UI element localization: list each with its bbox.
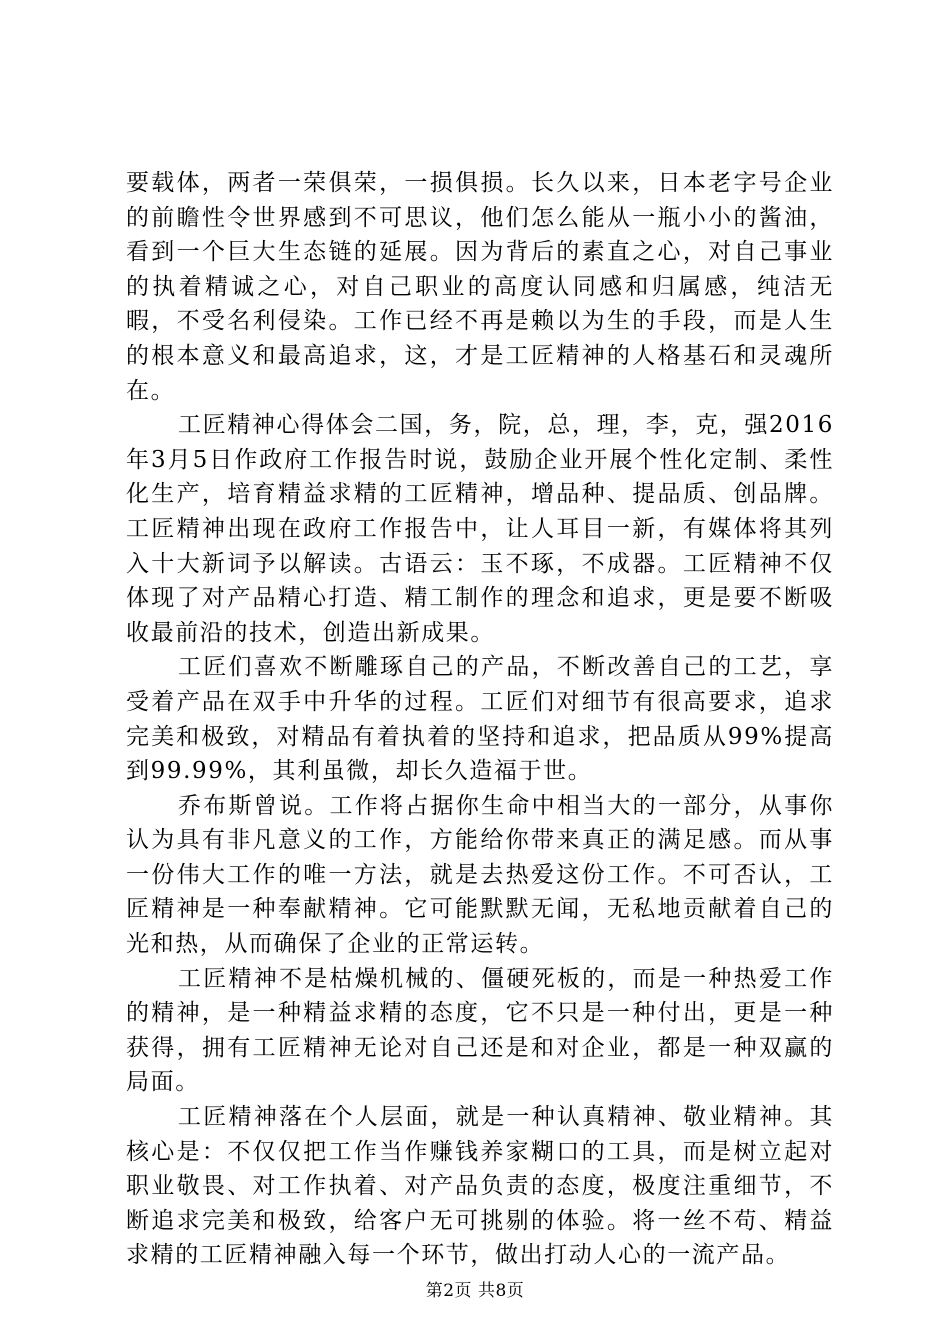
page-number-footer: 第2页 共8页: [425, 1281, 525, 1301]
paragraph-continuation: 要载体，两者一荣俱荣，一损俱损。长久以来，日本老字号企业的前瞻性令世界感到不可思议，他们怎么能从一瓶小小的酱油，看到一个巨大生态链的延展。因为背后的素直之心，对自己事业的执着精诚之心，对自己职业的高度认同感和归属感，纯洁无暇，不受名利侵染。工作已经不再是赖以为生的手段，而是人生的根本意义和最高追求，这，才是工匠精神的人格基石和灵魂所在。: [126, 170, 834, 404]
paragraph-jobs-quote: 乔布斯曾说。工作将占据你生命中相当大的一部分，从事你认为具有非凡意义的工作，方能给你带来真正的满足感。而从事一份伟大工作的唯一方法，就是去热爱这份工作。不可否认，工匠精神是一种奉献精神。它可能默默无闻，无私地贡献着自己的光和热，从而确保了企业的正常运转。: [126, 792, 834, 958]
document-body: [126, 166, 834, 1273]
paragraph-spirit-of-work: 工匠精神不是枯燥机械的、僵硬死板的，而是一种热爱工作的精神，是一种精益求精的态度，它不只是一种付出，更是一种获得，拥有工匠精神无论对自己还是和对企业，都是一种双赢的局面。: [126, 965, 834, 1096]
paragraph-craftsmen: 工匠们喜欢不断雕琢自己的产品，不断改善自己的工艺，享受着产品在双手中升华的过程。工匠们对细节有很高要求，追求完美和极致，对精品有着执着的坚持和追求，把品质从99%提高到99.99%，其利虽微，却长久造福于世。: [126, 654, 834, 785]
paragraph-section-two-intro: 工匠精神心得体会二国，务，院，总，理，李，克，强2016年3月5日作政府工作报告时说，鼓励企业开展个性化定制、柔性化生产，培育精益求精的工匠精神，增品种、提品质、创品牌。工匠精神出现在政府工作报告中，让人耳目一新，有媒体将其列入十大新词予以解读。古语云：玉不琢，不成器。工匠精神不仅体现了对产品精心打造、精工制作的理念和追求，更是要不断吸收最前沿的技术，创造出新成果。: [126, 412, 834, 646]
paragraph-personal-level: 工匠精神落在个人层面，就是一种认真精神、敬业精神。其核心是：不仅仅把工作当作赚钱养家糊口的工具，而是树立起对职业敬畏、对工作执着、对产品负责的态度，极度注重细节，不断追求完美和极致，给客户无可挑剔的体验。将一丝不苟、精益求精的工匠精神融入每一个环节，做出打动人心的一流产品。: [126, 1104, 834, 1269]
